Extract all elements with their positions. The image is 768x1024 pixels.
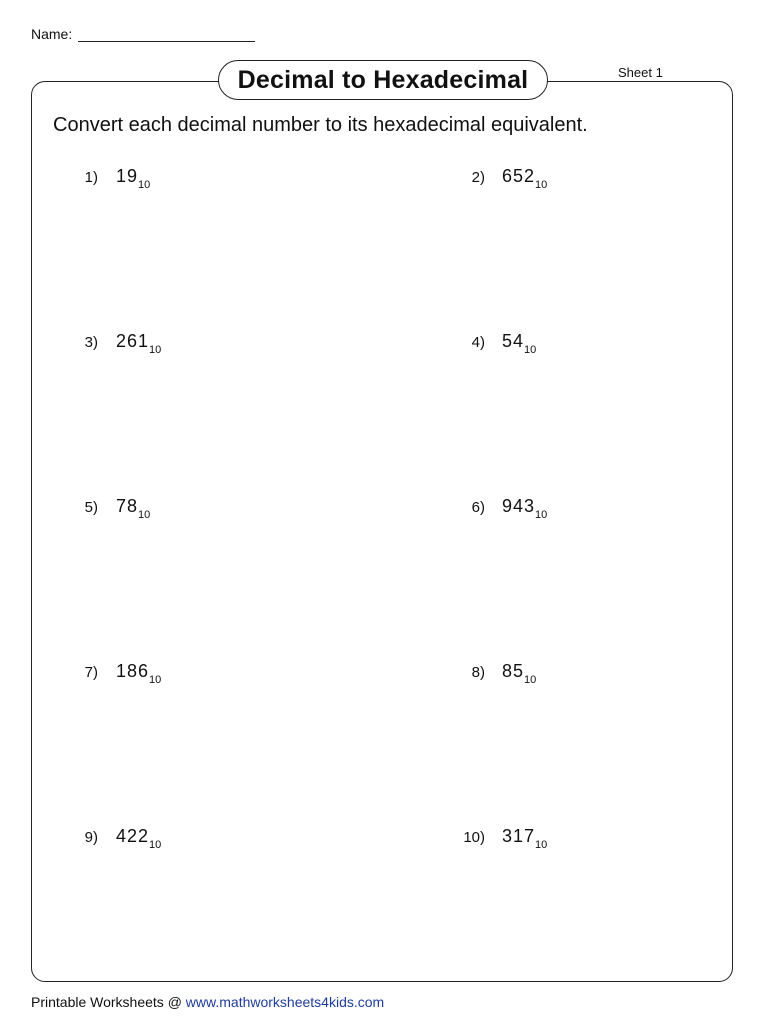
problem-6 — [460, 496, 548, 521]
problem-value: 186 — [116, 661, 150, 681]
instructions: Convert each decimal number to its hexadecimal equivalent. — [53, 114, 588, 136]
problem-number: 9) — [84, 829, 98, 846]
problem-base: 10 — [149, 344, 162, 356]
problem-value: 422 — [116, 826, 150, 846]
problem-1 — [80, 166, 151, 191]
problem-value: 54 — [502, 331, 525, 351]
name-field — [31, 25, 255, 42]
problem-value: 85 — [502, 661, 525, 681]
problem-number: 2) — [471, 169, 485, 186]
problem-number: 3) — [84, 334, 98, 351]
problem-7 — [80, 661, 162, 686]
problem-3 — [80, 331, 162, 356]
problem-value: 652 — [502, 166, 536, 186]
problem-base: 10 — [138, 509, 151, 521]
problem-base: 10 — [524, 344, 537, 356]
problem-base: 10 — [535, 839, 548, 851]
problem-4 — [460, 331, 537, 356]
worksheet-title: Decimal to Hexadecimal — [218, 60, 548, 100]
footer-prefix: Printable Worksheets @ — [31, 994, 186, 1010]
problem-5 — [80, 496, 151, 521]
problem-number: 10) — [463, 829, 485, 846]
problem-number: 8) — [471, 664, 485, 681]
problem-value: 19 — [116, 166, 139, 186]
sheet-label: Sheet 1 — [618, 65, 663, 80]
problem-value: 943 — [502, 496, 536, 516]
problem-number: 6) — [471, 499, 485, 516]
footer — [31, 994, 384, 1010]
problem-value: 317 — [502, 826, 536, 846]
problem-base: 10 — [149, 839, 162, 851]
problem-9 — [80, 826, 162, 851]
problem-number: 5) — [84, 499, 98, 516]
problem-8 — [460, 661, 537, 686]
problem-value: 261 — [116, 331, 150, 351]
footer-link[interactable]: www.mathworksheets4kids.com — [185, 994, 385, 1010]
name-label: Name: — [31, 26, 73, 42]
problem-number: 1) — [84, 169, 98, 186]
problem-base: 10 — [524, 674, 537, 686]
problem-value: 78 — [116, 496, 139, 516]
problem-base: 10 — [138, 179, 151, 191]
problem-base: 10 — [535, 509, 548, 521]
problem-10 — [460, 826, 548, 851]
problem-number: 4) — [471, 334, 485, 351]
problem-2 — [460, 166, 548, 191]
name-blank-line[interactable] — [78, 25, 255, 42]
problem-base: 10 — [535, 179, 548, 191]
problem-base: 10 — [149, 674, 162, 686]
problem-number: 7) — [84, 664, 98, 681]
